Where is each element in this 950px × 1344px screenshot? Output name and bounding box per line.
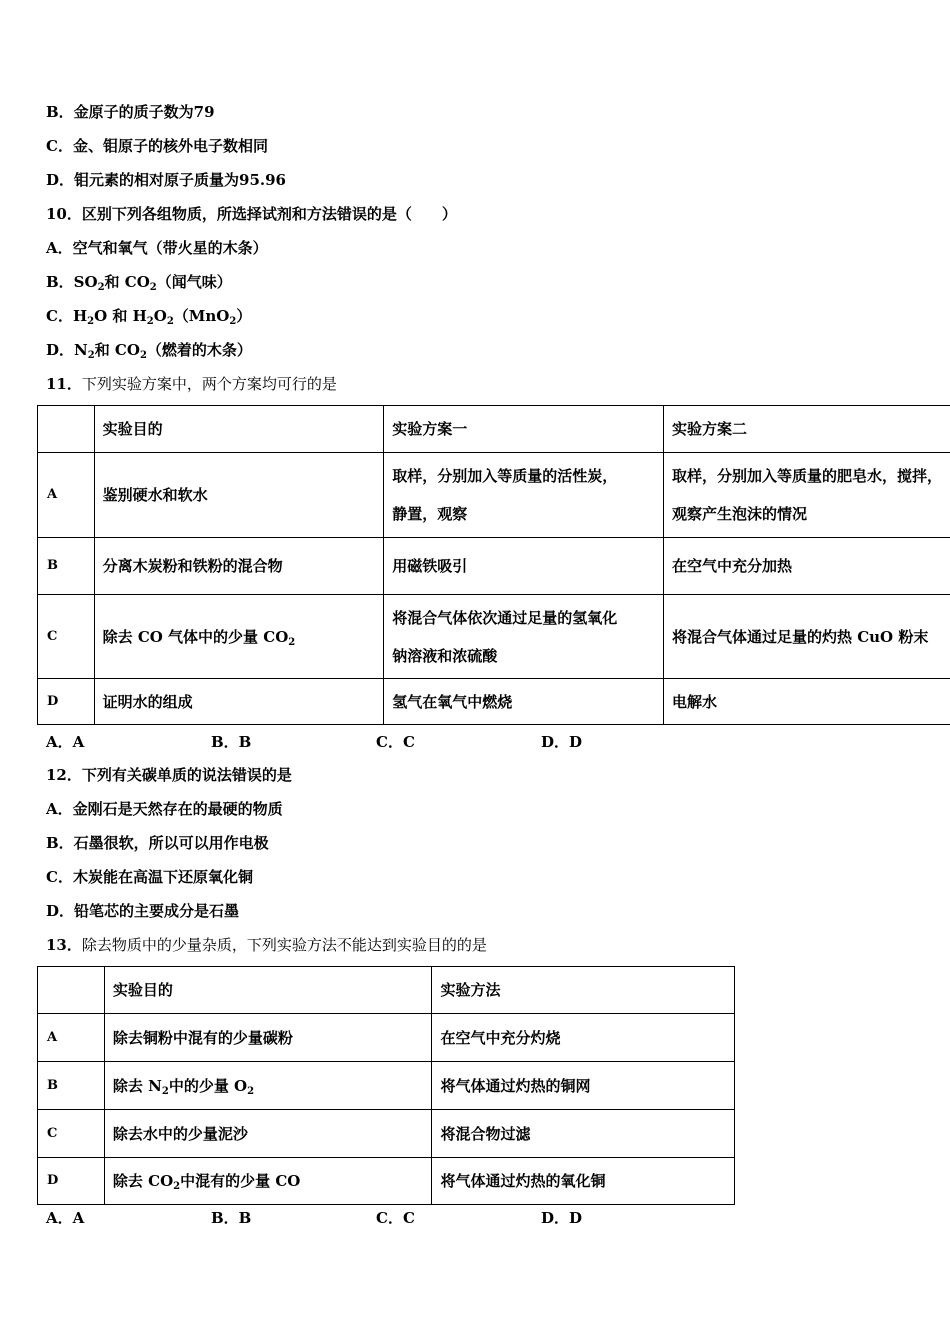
q10-option-c: C．$H_2O$ 和 $H_2O_2(MnO_2)$	[46, 307, 252, 327]
q12-stem: 12．下列有关碳单质的说法错误的是	[46, 766, 292, 784]
plan2-cell: 在空气中充分加热	[663, 538, 950, 595]
goal-cell: 分离木炭粉和铁粉的混合物	[94, 538, 384, 595]
goal-cell: 除去水中的少量泥沙	[104, 1110, 432, 1158]
plan1-cell: 取样，分别加入等质量的活性炭， 静置，观察	[384, 453, 664, 538]
q12-option-d: D．铅笔芯的主要成分是石墨	[46, 902, 240, 920]
row-label: C	[38, 1110, 105, 1158]
goal-cell: 除去 $CO_2$中混有的少量 CO	[104, 1158, 432, 1205]
goal-cell: 鉴别硬水和软水	[94, 453, 384, 538]
row-label: B	[38, 538, 95, 595]
q11-stem: 11．下列实验方案中，两个方案均可行的是	[46, 375, 337, 393]
choice: A．A	[46, 1209, 85, 1227]
q10-option-b: B．$SO_2$和 $CO_2$（闻气味）	[46, 273, 232, 293]
header-cell: 实验目的	[94, 406, 384, 453]
q10-option-a: A．空气和氧气（带火星的木条）	[46, 239, 268, 257]
row-label: C	[38, 595, 95, 679]
method-cell: 将气体通过灼热的氧化铜	[432, 1158, 735, 1205]
row-label: A	[38, 453, 95, 538]
method-cell: 将混合物过滤	[432, 1110, 735, 1158]
table-row	[38, 595, 950, 679]
q9-option-d: D．钼元素的相对原子质量为95.96	[46, 171, 286, 189]
goal-cell: 除去 $N_2$中的少量 $O_2$	[104, 1062, 432, 1110]
table-row	[38, 1158, 735, 1205]
q13-stem: 13．除去物质中的少量杂质，下列实验方法不能达到实验目的的是	[46, 936, 487, 954]
goal-cell: 除去铜粉中混有的少量碳粉	[104, 1014, 432, 1062]
header-cell	[38, 967, 105, 1014]
table-row	[38, 1014, 735, 1062]
plan2-cell: 取样，分别加入等质量的肥皂水，搅拌， 观察产生泡沫的情况	[663, 453, 950, 538]
plan2-cell: 将混合气体通过足量的灼热 CuO 粉末	[663, 595, 950, 679]
table-row	[38, 679, 950, 725]
choice: A．A	[46, 733, 85, 751]
goal-cell: 证明水的组成	[94, 679, 384, 725]
choice: C．C	[376, 1209, 415, 1227]
table-header-row	[38, 967, 735, 1014]
header-cell: 实验方案二	[663, 406, 950, 453]
row-label: A	[38, 1014, 105, 1062]
method-cell: 将气体通过灼热的铜网	[432, 1062, 735, 1110]
table-header-row	[38, 406, 950, 453]
q11-choices	[46, 731, 706, 752]
choice: C．C	[376, 733, 415, 751]
table-row	[38, 538, 950, 595]
row-label: D	[38, 679, 95, 725]
plan1-cell: 氢气在氧气中燃烧	[384, 679, 664, 725]
q13-choices	[46, 1207, 706, 1228]
q12-option-b: B．石墨很软，所以可以用作电极	[46, 834, 269, 852]
row-label: B	[38, 1062, 105, 1110]
plan1-cell: 用磁铁吸引	[384, 538, 664, 595]
q12-option-a: A．金刚石是天然存在的最硬的物质	[46, 800, 283, 818]
header-cell	[38, 406, 95, 453]
choice: B．B	[211, 733, 252, 751]
q12-option-c: C．木炭能在高温下还原氧化铜	[46, 868, 253, 886]
choice: D．D	[541, 1209, 583, 1227]
goal-cell: 除去 CO 气体中的少量 $CO_2$	[94, 595, 384, 679]
q13-table	[37, 966, 735, 1205]
table-row	[38, 453, 950, 538]
choice: B．B	[211, 1209, 252, 1227]
row-label: D	[38, 1158, 105, 1205]
q9-option-c: C．金、钼原子的核外电子数相同	[46, 137, 268, 155]
header-cell: 实验方案一	[384, 406, 664, 453]
plan2-cell: 电解水	[663, 679, 950, 725]
q9-option-b: B．金原子的质子数为79	[46, 103, 215, 121]
plan1-cell: 将混合气体依次通过足量的氢氧化 钠溶液和浓硫酸	[384, 595, 664, 679]
q10-option-d: D．$N_2$和 $CO_2$（燃着的木条）	[46, 341, 252, 361]
header-cell: 实验方法	[432, 967, 735, 1014]
header-cell: 实验目的	[104, 967, 432, 1014]
method-cell: 在空气中充分灼烧	[432, 1014, 735, 1062]
q11-table	[37, 405, 950, 725]
q10-stem: 10．区别下列各组物质，所选择试剂和方法错误的是（ ）	[46, 205, 457, 223]
table-row	[38, 1110, 735, 1158]
choice: D．D	[541, 733, 583, 751]
table-row	[38, 1062, 735, 1110]
